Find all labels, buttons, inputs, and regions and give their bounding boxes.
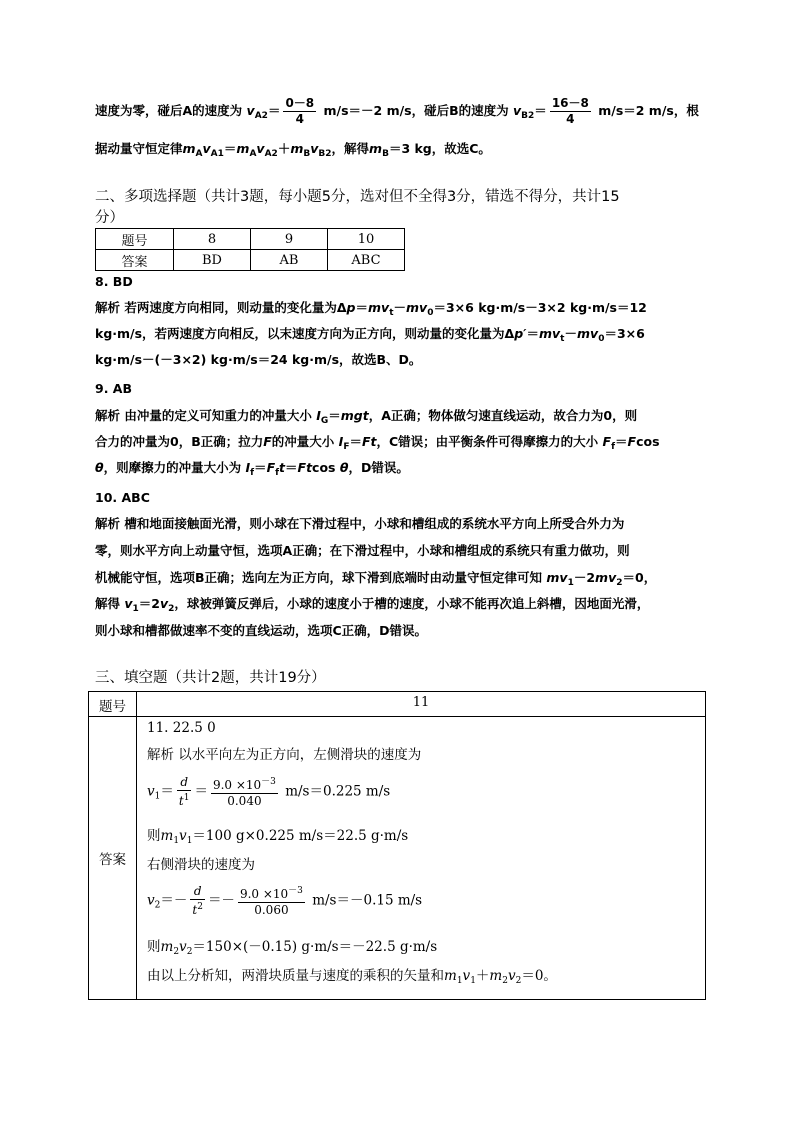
q8-line-2 bbox=[95, 326, 645, 347]
superscript: －3 bbox=[261, 777, 276, 787]
q8-heading: 8. BD bbox=[95, 274, 133, 289]
var: v bbox=[160, 596, 169, 611]
subscript: A1 bbox=[210, 149, 224, 159]
text-run: ＝0， bbox=[622, 570, 657, 585]
subscript: f bbox=[611, 442, 616, 452]
var: I bbox=[338, 434, 344, 449]
text-run: cos bbox=[312, 460, 340, 475]
text-run: 的冲量大小 bbox=[271, 434, 335, 449]
fraction bbox=[211, 775, 278, 809]
subscript: B bbox=[382, 149, 389, 159]
subscript: A2 bbox=[254, 111, 268, 121]
text-run: ，A正确；物体做匀速直线运动，故合力为0，则 bbox=[368, 408, 638, 423]
text-run: ，C错误；由平衡条件可得摩擦力的大小 bbox=[376, 434, 599, 449]
text-run: ＝100 g×0.225 m/s＝22.5 g·m/s bbox=[192, 828, 409, 844]
text-run: ＝ bbox=[526, 326, 539, 341]
subscript: 1 bbox=[456, 976, 463, 986]
text-run: 9.0 ×10 bbox=[212, 778, 262, 792]
table-row bbox=[96, 250, 405, 271]
text-run: 解得 bbox=[95, 596, 121, 611]
var: mv bbox=[538, 326, 561, 341]
subscript: 2 bbox=[515, 976, 522, 986]
denominator: 4 bbox=[566, 112, 575, 126]
text-run: 解析 若两速度方向相同，则动量的变化量为Δ bbox=[95, 300, 347, 315]
answer-line-6 bbox=[147, 884, 422, 918]
subscript: A bbox=[249, 149, 257, 159]
q10-line-2: 零，则水平方向上动量守恒，选项A正确；在下滑过程中，小球和槽组成的系统只有重力做功，则 bbox=[95, 543, 630, 558]
subscript: t bbox=[389, 308, 394, 318]
header-label: 题号 bbox=[99, 699, 126, 715]
text-run: ＝3×6 kg·m/s－3×2 kg·m/s＝12 bbox=[433, 300, 647, 315]
text-run: 速度为零，碰后A的速度为 bbox=[95, 103, 243, 118]
answer-line-1: 11. 22.5 0 bbox=[147, 720, 216, 736]
q10-heading: 10. ABC bbox=[95, 490, 150, 505]
text-run: kg·m/s，若两速度方向相反，以末速度方向为正方向，则动量的变化量为Δ bbox=[95, 326, 515, 341]
subscript: f bbox=[275, 468, 280, 478]
answer-table bbox=[95, 228, 405, 271]
answer-line-7 bbox=[147, 938, 437, 961]
numerator: d bbox=[177, 775, 192, 791]
var: Ft bbox=[361, 434, 377, 449]
section-3-title: 三、填空题（共计2题，共计19分） bbox=[95, 670, 326, 686]
subscript: 1 bbox=[186, 836, 193, 846]
subscript: 1 bbox=[173, 836, 180, 846]
var: t bbox=[192, 903, 198, 917]
var: F bbox=[602, 434, 612, 449]
table-row bbox=[96, 229, 405, 250]
text-run: ＝ bbox=[223, 141, 237, 156]
text-run: － bbox=[564, 326, 577, 341]
var: v bbox=[462, 968, 471, 984]
table-header-row bbox=[89, 692, 705, 717]
var: m bbox=[489, 968, 503, 984]
subscript: 2 bbox=[502, 976, 508, 986]
text-run: 据动量守恒定律 bbox=[95, 141, 183, 156]
var: p′ bbox=[514, 326, 527, 341]
table-cell: BD bbox=[174, 250, 251, 271]
subscript: 2 bbox=[154, 900, 161, 911]
var: v bbox=[513, 103, 522, 118]
text-run: ＝－ bbox=[160, 892, 188, 909]
subscript: t bbox=[560, 334, 565, 344]
var: m bbox=[369, 141, 383, 156]
subscript: F bbox=[343, 442, 350, 452]
answer-line-8 bbox=[147, 967, 557, 990]
q8-line-3: kg·m/s－(－3×2) kg·m/s＝24 kg·m/s，故选B、D。 bbox=[95, 352, 422, 367]
var: mv bbox=[595, 570, 617, 585]
var: v bbox=[256, 141, 265, 156]
text-run: 则 bbox=[147, 939, 161, 955]
q9-heading: 9. AB bbox=[95, 381, 132, 396]
subscript: 2 bbox=[173, 947, 180, 957]
text-run: 机械能守恒，选项B正确；选向左为正方向，球下滑到底端时由动量守恒定律可知 bbox=[95, 570, 543, 585]
subscript: 1 bbox=[470, 976, 476, 986]
q10-line-5: 则小球和槽都做速率不变的直线运动，选项C正确，D错误。 bbox=[95, 623, 428, 638]
table-cell: 8 bbox=[174, 229, 251, 250]
numerator: 0－8 bbox=[285, 96, 315, 110]
text-run: ＝ bbox=[194, 783, 208, 800]
text-run: ＝ bbox=[355, 300, 368, 315]
fraction bbox=[177, 775, 192, 809]
text-run: ＝2 bbox=[138, 596, 160, 611]
var: mgt bbox=[340, 408, 369, 423]
text-run: m/s＝0.225 m/s bbox=[280, 783, 391, 800]
var: m bbox=[444, 968, 457, 984]
var: F bbox=[627, 434, 637, 449]
answer-line-5: 右侧滑块的速度为 bbox=[147, 857, 255, 873]
denominator: 0.040 bbox=[227, 794, 262, 808]
text-run: ＝0。 bbox=[521, 968, 557, 984]
q9-line-2 bbox=[95, 434, 660, 455]
answer-line-3 bbox=[147, 775, 390, 809]
q10-line-3 bbox=[95, 570, 656, 591]
var: F bbox=[263, 434, 272, 449]
subscript: 1 bbox=[567, 578, 574, 588]
subscript: A bbox=[195, 149, 203, 159]
var: θ bbox=[339, 460, 349, 475]
answer-line-2: 解析 以水平向左为正方向，左侧滑块的速度为 bbox=[147, 747, 422, 763]
subscript: 1 bbox=[154, 791, 161, 802]
text-run: ＝ bbox=[349, 434, 362, 449]
subscript: B2 bbox=[318, 149, 332, 159]
var: mv bbox=[368, 300, 390, 315]
subscript: 0 bbox=[427, 308, 434, 318]
var: I bbox=[316, 408, 321, 423]
superscript: 1 bbox=[183, 793, 190, 803]
var: Ft bbox=[297, 460, 313, 475]
table-cell: 10 bbox=[328, 229, 405, 250]
denominator bbox=[190, 900, 205, 918]
fill-in-table bbox=[88, 691, 706, 1000]
table-cell: 答案 bbox=[96, 250, 174, 271]
fraction bbox=[190, 884, 205, 918]
text-run: 合力的冲量为0，B正确；拉力 bbox=[95, 434, 264, 449]
var: mv bbox=[546, 570, 568, 585]
table-cell: 题号 bbox=[96, 229, 174, 250]
subscript: f bbox=[250, 468, 255, 478]
text-run: ＋ bbox=[277, 141, 291, 156]
text-run: －2 bbox=[573, 570, 596, 585]
fraction bbox=[283, 96, 316, 127]
var: mv bbox=[406, 300, 428, 315]
superscript: －3 bbox=[288, 886, 303, 896]
var: v bbox=[147, 783, 155, 800]
subscript: 1 bbox=[132, 604, 139, 614]
text-run: ＝ bbox=[328, 408, 341, 423]
var: v bbox=[179, 939, 187, 955]
denominator bbox=[177, 791, 192, 809]
text-run: cos bbox=[636, 434, 660, 449]
text-run: ＝ bbox=[254, 460, 267, 475]
subscript: G bbox=[320, 416, 329, 426]
text-run: m/s＝2 m/s，根 bbox=[593, 103, 699, 118]
text-run: ，解得 bbox=[331, 141, 370, 156]
text-run: － bbox=[393, 300, 407, 315]
text-run: ＝3 kg，故选C。 bbox=[388, 141, 491, 156]
var: p bbox=[346, 300, 356, 315]
q10-line-4 bbox=[95, 596, 649, 617]
var: m bbox=[160, 828, 174, 844]
var: v bbox=[246, 103, 255, 118]
text-line-2 bbox=[95, 141, 491, 162]
text-run: ＝ bbox=[160, 783, 174, 800]
var: t bbox=[279, 460, 286, 475]
text-run: 则 bbox=[147, 828, 161, 844]
text-run: ，球被弹簧反弹后，小球的速度小于槽的速度，小球不能再次追上斜槽，因地面光滑， bbox=[174, 596, 650, 611]
subscript: B2 bbox=[521, 111, 535, 121]
text-run: ，D错误。 bbox=[348, 460, 409, 475]
column-divider bbox=[136, 692, 137, 999]
var: v bbox=[507, 968, 516, 984]
answer-label: 答案 bbox=[99, 852, 126, 868]
denominator: 0.060 bbox=[254, 903, 289, 917]
subscript: B bbox=[303, 149, 311, 159]
header-value: 11 bbox=[412, 695, 430, 710]
text-run: ＝ bbox=[267, 103, 281, 118]
numerator: d bbox=[190, 884, 205, 900]
text-run: 由以上分析知，两滑块质量与速度的乘积的矢量和 bbox=[147, 968, 444, 984]
text-run: m/s＝－0.15 m/s bbox=[307, 892, 423, 909]
var: v bbox=[179, 828, 187, 844]
fraction bbox=[238, 884, 305, 918]
var: m bbox=[236, 141, 250, 156]
text-run: ，则摩擦力的冲量大小为 bbox=[103, 460, 242, 475]
var: v bbox=[147, 892, 155, 909]
var: m bbox=[182, 141, 196, 156]
text-run: ＝3×6 bbox=[604, 326, 645, 341]
section-2-title-cont: 分） bbox=[95, 210, 124, 226]
text-run: ＝ bbox=[615, 434, 628, 449]
var: v bbox=[310, 141, 319, 156]
q10-line-1: 解析 槽和地面接触面光滑，则小球在下滑过程中，小球和槽组成的系统水平方向上所受合外力为 bbox=[95, 516, 625, 531]
var: v bbox=[124, 596, 133, 611]
text-run: ＝ bbox=[285, 460, 298, 475]
var: mv bbox=[577, 326, 599, 341]
text-run: ＝ bbox=[534, 103, 547, 118]
numerator: 16－8 bbox=[551, 96, 589, 110]
var: m bbox=[290, 141, 304, 156]
text-run: m/s＝－2 m/s，碰后B的速度为 bbox=[319, 103, 509, 118]
q9-line-1 bbox=[95, 408, 637, 429]
text-line-1 bbox=[95, 96, 699, 127]
q8-line-1 bbox=[95, 300, 647, 321]
text-run: ＋ bbox=[475, 968, 490, 984]
denominator: 4 bbox=[295, 112, 304, 126]
subscript: 2 bbox=[168, 604, 175, 614]
numerator bbox=[238, 884, 305, 903]
text-run: ＝150×(－0.15) g·m/s＝－22.5 g·m/s bbox=[192, 939, 438, 955]
var: t bbox=[178, 794, 184, 808]
fraction bbox=[550, 96, 591, 127]
superscript: 2 bbox=[197, 902, 203, 912]
var: m bbox=[160, 939, 174, 955]
text-run: ＝－ bbox=[207, 892, 235, 909]
subscript: 0 bbox=[598, 334, 605, 344]
var: F bbox=[266, 460, 276, 475]
subscript: 2 bbox=[616, 578, 623, 588]
table-cell: 9 bbox=[251, 229, 328, 250]
subscript: 2 bbox=[186, 947, 193, 957]
numerator bbox=[211, 775, 278, 794]
q9-line-3 bbox=[95, 460, 409, 481]
var: θ bbox=[95, 460, 104, 475]
subscript: A2 bbox=[264, 149, 278, 159]
var: I bbox=[245, 460, 251, 475]
section-2-title: 二、多项选择题（共计3题，每小题5分，选对但不全得3分，错选不得分，共计15 bbox=[95, 189, 620, 205]
text-run: 解析 由冲量的定义可知重力的冲量大小 bbox=[95, 408, 312, 423]
answer-line-4 bbox=[147, 827, 408, 850]
table-cell: ABC bbox=[328, 250, 405, 271]
table-cell: AB bbox=[251, 250, 328, 271]
text-run: 9.0 ×10 bbox=[239, 887, 289, 901]
var: v bbox=[202, 141, 211, 156]
